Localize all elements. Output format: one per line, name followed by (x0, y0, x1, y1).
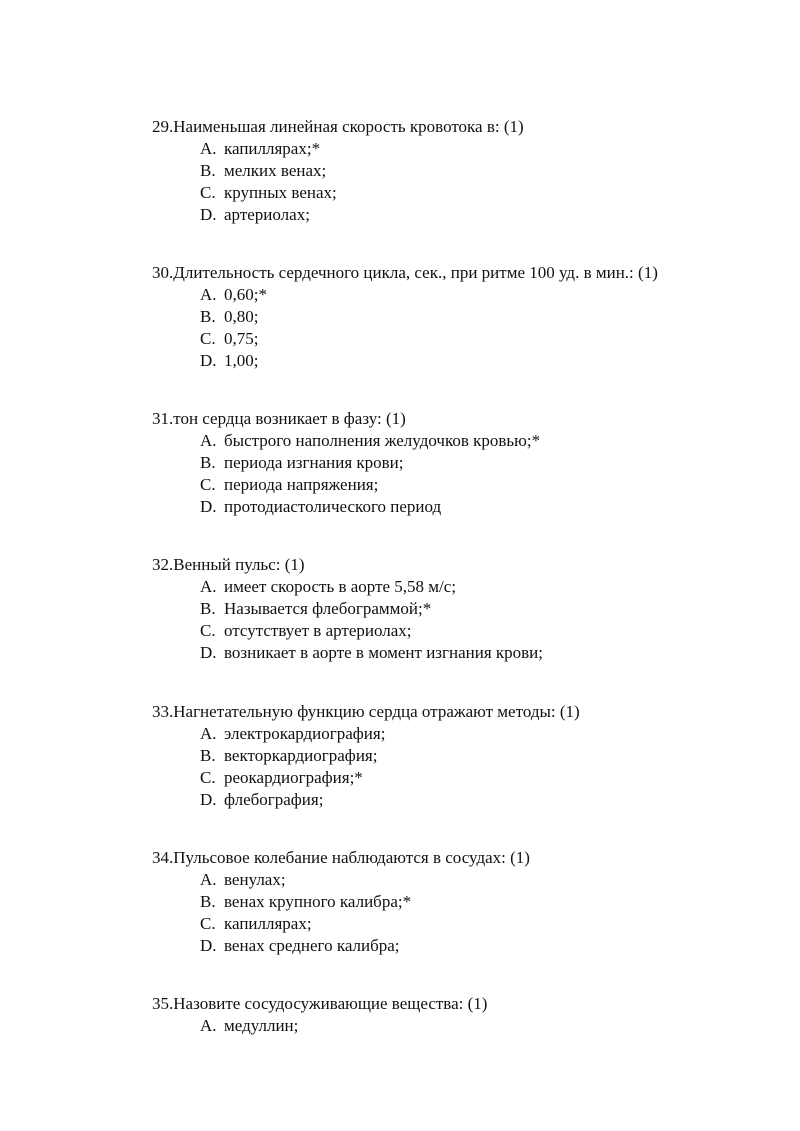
option-text: венах среднего калибра; (224, 936, 400, 955)
answer-options (152, 1015, 772, 1037)
question-text: 35.Назовите сосудосуживающие вещества: (1) (152, 994, 488, 1013)
answer-option-d (152, 496, 772, 518)
answer-option-a (152, 430, 772, 452)
answer-option-a (152, 1015, 772, 1037)
question-31 (152, 408, 772, 518)
option-text: капиллярах;* (224, 139, 321, 158)
option-letter: D. (200, 205, 217, 224)
option-letter: D. (200, 936, 217, 955)
option-text: векторкардиография; (224, 746, 378, 765)
option-text: капиллярах; (224, 914, 312, 933)
option-letter: A. (200, 1016, 217, 1035)
answer-option-d (152, 350, 772, 372)
option-text: венулах; (224, 870, 286, 889)
option-letter: B. (200, 307, 216, 326)
answer-options (152, 576, 772, 664)
answer-option-c (152, 767, 772, 789)
option-letter: D. (200, 351, 217, 370)
option-text: мелких венах; (224, 161, 327, 180)
answer-option-c (152, 328, 772, 350)
option-letter: D. (200, 643, 217, 662)
answer-options (152, 723, 772, 811)
question-text: 33.Нагнетательную функцию сердца отражают методы: (1) (152, 702, 580, 721)
answer-option-a (152, 723, 772, 745)
answer-option-b (152, 160, 772, 182)
option-letter: A. (200, 285, 217, 304)
option-letter: C. (200, 183, 216, 202)
answer-option-c (152, 620, 772, 642)
question-34 (152, 847, 772, 957)
option-text: возникает в аорте в момент изгнания крови; (224, 643, 544, 662)
answer-options (152, 138, 772, 226)
option-text: 1,00; (224, 351, 259, 370)
question-30 (152, 262, 772, 372)
option-letter: D. (200, 497, 217, 516)
option-text: быстрого наполнения желудочков кровью;* (224, 431, 541, 450)
answer-option-b (152, 745, 772, 767)
option-text: Называется флебограммой;* (224, 599, 432, 618)
answer-option-a (152, 138, 772, 160)
question-29 (152, 116, 772, 226)
option-letter: D. (200, 790, 217, 809)
answer-options (152, 430, 772, 518)
answer-option-d (152, 935, 772, 957)
option-text: медуллин; (224, 1016, 299, 1035)
option-text: имеет скорость в аорте 5,58 м/с; (224, 577, 457, 596)
question-32 (152, 554, 772, 664)
answer-option-c (152, 182, 772, 204)
question-text: 31.тон сердца возникает в фазу: (1) (152, 409, 406, 428)
option-text: крупных венах; (224, 183, 337, 202)
option-text: отсутствует в артериолах; (224, 621, 412, 640)
answer-options (152, 869, 772, 957)
option-text: протодиастолического период (224, 497, 442, 516)
option-text: 0,60;* (224, 285, 267, 304)
answer-option-b (152, 452, 772, 474)
answer-option-d (152, 204, 772, 226)
option-text: 0,75; (224, 329, 259, 348)
option-text: периода изгнания крови; (224, 453, 404, 472)
option-letter: A. (200, 139, 217, 158)
option-text: периода напряжения; (224, 475, 379, 494)
option-letter: A. (200, 577, 217, 596)
option-text: 0,80; (224, 307, 259, 326)
answer-options (152, 284, 772, 372)
option-letter: B. (200, 892, 216, 911)
option-text: флебография; (224, 790, 324, 809)
option-letter: C. (200, 914, 216, 933)
option-text: артериолах; (224, 205, 310, 224)
option-letter: C. (200, 621, 216, 640)
option-text: реокардиография;* (224, 768, 363, 787)
answer-option-d (152, 642, 772, 664)
answer-option-a (152, 576, 772, 598)
answer-option-d (152, 789, 772, 811)
option-letter: B. (200, 599, 216, 618)
question-text: 32.Венный пульс: (1) (152, 555, 305, 574)
answer-option-c (152, 474, 772, 496)
question-text: 29.Наименьшая линейная скорость кровотока в: (1) (152, 117, 524, 136)
answer-option-b (152, 306, 772, 328)
option-text: венах крупного калибра;* (224, 892, 412, 911)
option-letter: A. (200, 870, 217, 889)
option-text: электрокардиография; (224, 724, 386, 743)
option-letter: A. (200, 724, 217, 743)
answer-option-a (152, 284, 772, 306)
question-text: 30.Длительность сердечного цикла, сек., при ритме 100 уд. в мин.: (1) (152, 263, 658, 282)
option-letter: B. (200, 453, 216, 472)
option-letter: C. (200, 329, 216, 348)
option-letter: C. (200, 475, 216, 494)
option-letter: B. (200, 161, 216, 180)
answer-option-c (152, 913, 772, 935)
option-letter: A. (200, 431, 217, 450)
option-letter: B. (200, 746, 216, 765)
option-letter: C. (200, 768, 216, 787)
answer-option-b (152, 598, 772, 620)
answer-option-a (152, 869, 772, 891)
question-33 (152, 701, 772, 811)
question-35 (152, 993, 772, 1037)
answer-option-b (152, 891, 772, 913)
question-text: 34.Пульсовое колебание наблюдаются в сосудах: (1) (152, 848, 530, 867)
